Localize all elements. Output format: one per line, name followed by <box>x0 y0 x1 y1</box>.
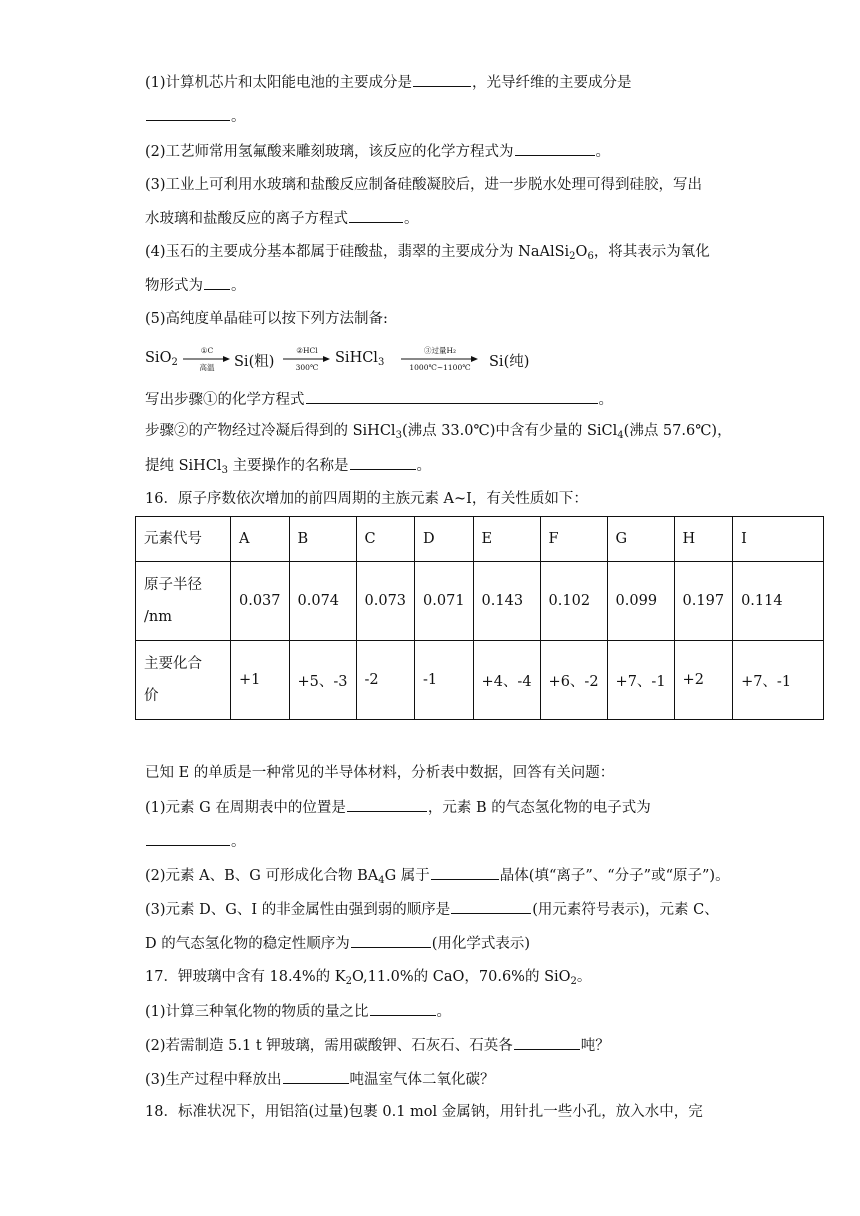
q16-part3: (3)元素 D、G、I 的非金属性由强到弱的顺序是 (用元素符号表示)，元素 C、 <box>145 899 719 920</box>
table-cell: -1 <box>415 641 474 720</box>
table-cell: I <box>733 517 824 562</box>
table-cell: 0.114 <box>733 562 824 641</box>
table-cell: H <box>674 517 733 562</box>
table-cell: 0.099 <box>607 562 674 641</box>
table-row <box>136 562 824 641</box>
q15-part1-cont: 。 <box>145 106 246 127</box>
q15-part3: (3)工业上可利用水玻璃和盐酸反应制备硅酸凝胶后，进一步脱水处理可得到硅胶，写出 <box>145 177 703 193</box>
arrow-icon <box>283 355 331 363</box>
table-cell: +7、-1 <box>733 641 824 720</box>
element-properties-table <box>135 516 824 720</box>
answer-blank[interactable] <box>347 797 427 812</box>
row-header-symbol: 元素代号 <box>136 517 231 562</box>
answer-blank[interactable] <box>515 141 595 156</box>
answer-blank[interactable] <box>514 1035 580 1050</box>
answer-blank[interactable] <box>451 899 531 914</box>
table-cell: +5、-3 <box>289 641 356 720</box>
table-row <box>136 641 824 720</box>
answer-blank[interactable] <box>431 865 499 880</box>
row-header-radius: 原子半径 /nm <box>136 562 231 641</box>
table-cell: E <box>473 517 540 562</box>
q16-part2: (2)元素 A、B、G 可形成化合物 $BA_4G$ 属于 晶体(填“离子”、“分子”或“原子”)。 <box>145 865 730 886</box>
table-cell: D <box>415 517 474 562</box>
q15-part1: (1)计算机芯片和太阳能电池的主要成分是 ，光导纤维的主要成分是 <box>145 72 632 93</box>
table-cell: B <box>289 517 356 562</box>
q15-part4: (4)玉石的主要成分基本都属于硅酸盐，翡翠的主要成分为 $NaAlSi_2O_6$，将其表示为氧化 <box>145 244 710 262</box>
q16-known: 已知 E 的单质是一种常见的半导体材料，分析表中数据，回答有关问题： <box>145 765 615 781</box>
table-cell: 0.197 <box>674 562 733 641</box>
table-cell: 0.102 <box>540 562 607 641</box>
row-header-valence: 主要化合 价 <box>136 641 231 720</box>
table-cell: +2 <box>674 641 733 720</box>
arrow-step3-reagent: ③过量H₂ <box>423 346 457 355</box>
arrow-step1-reagent: ①C <box>200 346 214 355</box>
answer-blank[interactable] <box>370 1001 436 1016</box>
answer-blank[interactable] <box>283 1069 349 1084</box>
q16-part1-cont: 。 <box>145 831 246 852</box>
q15-step1-equation: 写出步骤①的化学方程式 。 <box>145 389 613 410</box>
table-cell: C <box>356 517 415 562</box>
arrow-step1 <box>183 346 231 374</box>
table-cell: +4、-4 <box>473 641 540 720</box>
table-cell: -2 <box>356 641 415 720</box>
q15-part2: (2)工艺师常用氢氟酸来雕刻玻璃，该反应的化学方程式为 。 <box>145 141 610 162</box>
answer-blank[interactable] <box>204 275 230 290</box>
answer-blank[interactable] <box>146 831 230 846</box>
arrow-step2 <box>283 346 331 374</box>
species-sihcl3: SiHCl$_3$ <box>335 350 385 368</box>
q17-part3: (3)生产过程中释放出 吨温室气体二氧化碳？ <box>145 1069 495 1090</box>
q15-part4-cont: 物形式为 。 <box>145 275 246 296</box>
q15-part5-title: (5)高纯度单晶硅可以按下列方法制备: <box>145 311 388 327</box>
q15-step2-cont: 提纯 SiHCl$_3$ 主要操作的名称是 。 <box>145 455 431 476</box>
table-cell: 0.073 <box>356 562 415 641</box>
answer-blank[interactable] <box>306 389 598 404</box>
answer-blank[interactable] <box>350 455 416 470</box>
table-cell: 0.037 <box>231 562 290 641</box>
table-cell: A <box>231 517 290 562</box>
arrow-step3 <box>401 346 479 374</box>
table-cell: 0.071 <box>415 562 474 641</box>
table-cell: 0.143 <box>473 562 540 641</box>
q17-part2: (2)若需制造 5.1 t 钾玻璃，需用碳酸钾、石灰石、石英各 吨？ <box>145 1035 610 1056</box>
table-cell: +1 <box>231 641 290 720</box>
table-cell: +7、-1 <box>607 641 674 720</box>
q15-step2-text: 步骤②的产物经过冷凝后得到的 SiHCl$_3$(沸点 33.0℃)中含有少量的 SiCl$_4$(沸点 57.6℃)， <box>145 423 732 441</box>
q17-intro: 17．钾玻璃中含有 18.4%的 $K_2O,11.0\%$的 CaO，70.6%的 SiO$_2$。 <box>145 969 592 987</box>
arrow-icon <box>401 355 479 363</box>
table-cell: 0.074 <box>289 562 356 641</box>
answer-blank[interactable] <box>349 208 403 223</box>
table-row <box>136 517 824 562</box>
answer-blank[interactable] <box>351 933 431 948</box>
arrow-icon <box>183 355 231 363</box>
arrow-step1-condition: 高温 <box>199 363 215 372</box>
table-cell: +6、-2 <box>540 641 607 720</box>
arrow-step2-condition: 300℃ <box>295 363 319 372</box>
q16-part3-cont: D 的气态氢化物的稳定性顺序为 (用化学式表示) <box>145 933 530 954</box>
arrow-step3-condition: 1000℃~1100℃ <box>409 363 471 372</box>
answer-blank[interactable] <box>413 72 471 87</box>
q16-part1: (1)元素 G 在周期表中的位置是 ，元素 B 的气态氢化物的电子式为 <box>145 797 651 818</box>
table-cell: G <box>607 517 674 562</box>
species-crude-si: Si(粗) <box>234 354 275 370</box>
q16-intro: 16．原子序数依次增加的前四周期的主族元素 A~I，有关性质如下： <box>145 491 588 507</box>
q17-part1: (1)计算三种氧化物的物质的量之比 。 <box>145 1001 451 1022</box>
q15-part3-cont: 水玻璃和盐酸反应的离子方程式 。 <box>145 208 419 229</box>
table-cell: F <box>540 517 607 562</box>
arrow-step2-reagent: ②HCl <box>296 346 318 355</box>
q18-text: 18．标准状况下，用铝箔(过量)包裹 0.1 mol 金属钠，用针扎一些小孔，放入水中，完 <box>145 1104 703 1120</box>
species-pure-si: Si(纯) <box>489 354 530 370</box>
answer-blank[interactable] <box>146 106 230 121</box>
species-sio2: SiO$_2$ <box>145 350 178 368</box>
